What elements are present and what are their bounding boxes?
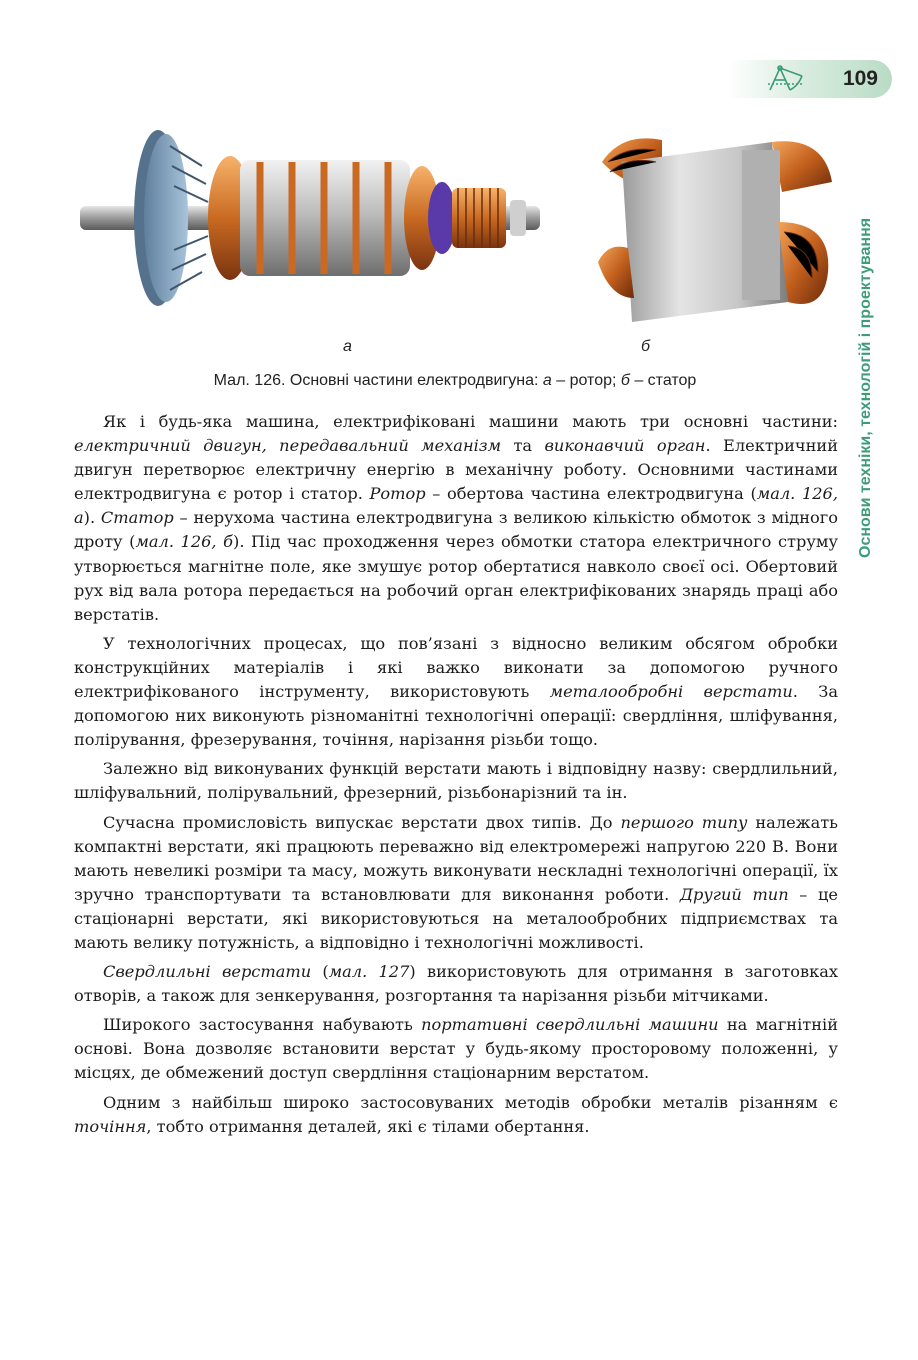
text-run: Одним з найбільш широко застосовуваних методів обробки металів різанням є — [103, 1092, 838, 1112]
emphasis-term: електричний двигун, передавальний механізм — [74, 436, 502, 456]
emphasis-term: Свердлильні верстати — [103, 962, 312, 982]
text-run: належать компактні верстати, які працюють переважно від електромережі напругою 220 В. Вони мають невеликі розміри та масу, можуть виконувати нескладні технологічні операції, їх зручно транспортувати та встановлювати для виконання роботи. — [74, 812, 838, 904]
caption-label-b: б — [620, 372, 630, 389]
text-run: Як і будь-яка машина, електрифіковані машини мають три основні частини: — [103, 412, 838, 431]
section-side-title: Основи техніки, технологій і проектування — [857, 217, 874, 558]
figure-caption — [100, 372, 810, 390]
text-run: У технологічних процесах, що пов’язані з відносно великим обсягом обробки конструкційних матеріалів і які важко виконати за допомогою ручного електрифікованого інструменту, використовують — [74, 633, 838, 702]
emphasis-term: Ротор — [369, 484, 426, 504]
caption-label-a: а — [542, 372, 552, 389]
emphasis-term: виконавчий орган — [544, 436, 706, 456]
text-run: ( — [311, 962, 329, 982]
emphasis-term: мал. 126, а — [74, 484, 839, 528]
compass-icon — [766, 64, 806, 94]
figure-label-a: а — [343, 338, 352, 355]
paragraph — [74, 1091, 838, 1139]
text-run: – нерухома частина електродвигуна з великою кількістю обмоток з мідного дроту ( — [74, 508, 838, 552]
paragraph — [74, 757, 838, 805]
caption-rotor: – ротор; — [551, 372, 621, 389]
text-run: – обертова частина електродвигуна ( — [425, 484, 757, 504]
page-number: 109 — [842, 67, 878, 90]
emphasis-term: Другий тип — [679, 884, 789, 904]
paragraph — [74, 811, 838, 956]
page-number-tab — [728, 60, 892, 98]
caption-stator: – статор — [629, 372, 697, 389]
text-run: Залежно від виконуваних функцій верстати мають і відповідну назву: свердлильний, шліфувальний, полірувальний, фрезерний, різьбонарізний та ін. — [74, 759, 838, 803]
text-run: Широкого застосування набувають — [103, 1015, 422, 1035]
text-run: ). Під час проходження через обмотки статора електричного струму утворюється магнітне поле, яке змушує ротор обертатися навколо своєї осі. Обертовий рух від вала ротора передається на робочий орган електрифікованих знарядь праці або верстатів. — [74, 532, 838, 624]
text-run: . За допомогою них виконують різноманітні технологічні операції: свердління, шліфування, полірування, фрезерування, точіння, нарізання різьби тощо. — [74, 682, 839, 750]
emphasis-term: мал. 127 — [328, 962, 410, 982]
emphasis-term: першого типу — [620, 812, 748, 832]
text-run: . Електричний двигун перетворює електричну енергію в механічну роботу. Основними частинами електродвигуна є ротор і статор. — [74, 436, 838, 504]
emphasis-term: мал. 126, б — [135, 532, 234, 552]
paragraph — [74, 1013, 838, 1085]
text-run: ). — [83, 508, 101, 528]
paragraph — [74, 410, 838, 627]
paragraph — [74, 632, 838, 752]
text-run: ) використовують для отримання в заготовках отворів, а також для зенкерування, розгортання та нарізання різьби мітчиками. — [74, 962, 838, 1006]
text-run: – це стаціонарні верстати, які використовуються на металообробних підприємствах та мають велику потужність, а відповідно і технологічні можливості. — [74, 884, 838, 952]
emphasis-term: металообробні верстати — [549, 682, 793, 702]
stator-illustration — [592, 122, 842, 332]
text-run: Сучасна промисловість випускає верстати двох типів. До — [103, 812, 621, 832]
paragraph — [74, 960, 838, 1008]
emphasis-term: точіння — [74, 1116, 147, 1136]
caption-prefix: Мал. 126. Основні частини електродвигуна: — [213, 372, 543, 389]
text-run: , тобто отримання деталей, які є тілами обертання. — [146, 1116, 590, 1136]
rotor-illustration — [70, 126, 550, 336]
figure-label-b: б — [641, 338, 650, 355]
emphasis-term: портативні свердлильні машини — [421, 1015, 719, 1035]
text-run: на магнітній основі. Вона дозволяє встановити верстат у будь-якому просторовому положенні, у місцях, де обмежений доступ свердління стаціонарним верстатом. — [74, 1015, 838, 1083]
emphasis-term: Статор — [100, 508, 174, 528]
text-run: та — [501, 436, 545, 456]
body-text — [74, 410, 838, 1144]
